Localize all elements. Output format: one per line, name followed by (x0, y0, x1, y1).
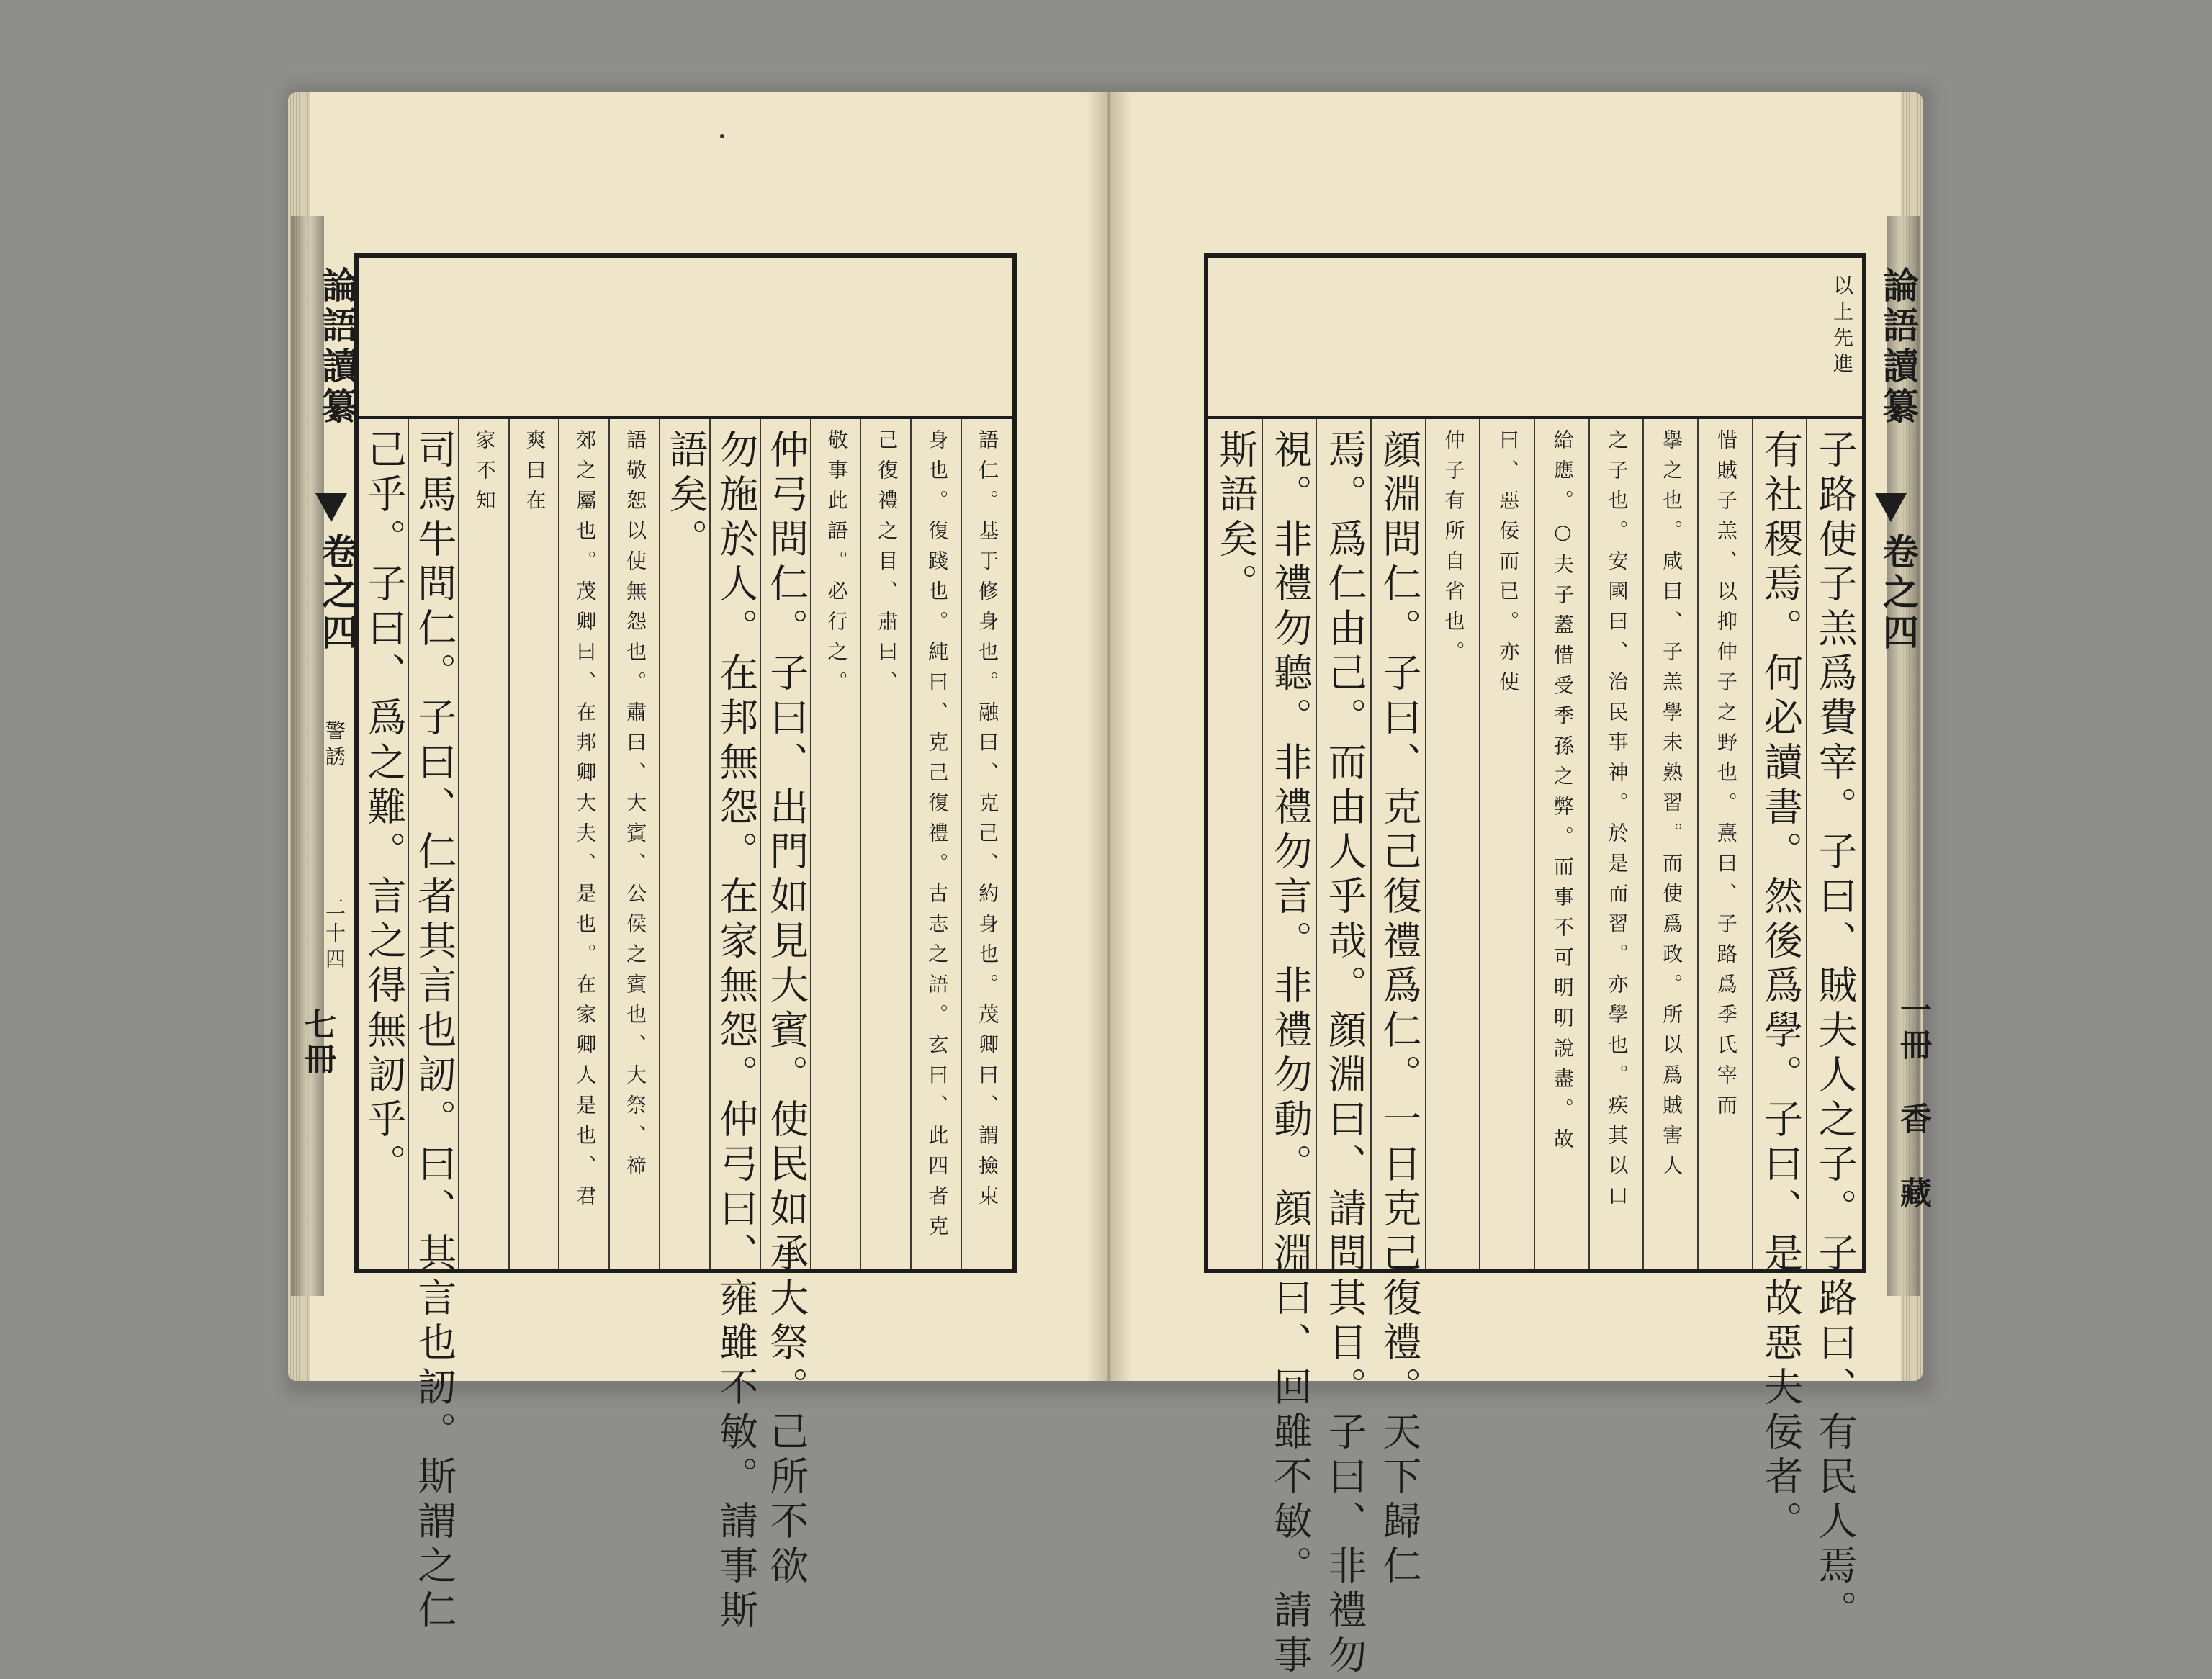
right-column-rule (1262, 419, 1263, 1269)
left-column-rule (810, 419, 811, 1269)
left-column-rule (961, 419, 962, 1269)
left-spine-label: 七冊 (299, 1008, 336, 1077)
right-column: 視。非禮勿聽。非禮勿言。非禮勿動。顔淵曰、回雖不敏。請事 (1267, 429, 1313, 1679)
right-column-rule (1697, 419, 1699, 1269)
right-column-rule (1316, 419, 1317, 1269)
right-column: 有社稷焉。何必讀書。然後爲學。子曰、是故惡夫佞者。 (1758, 429, 1804, 1545)
right-column: 之子也。安國曰、治民事神。於是而習。亦學也。疾其以口 (1605, 429, 1629, 1215)
right-column: 斯語矣。 (1213, 429, 1259, 608)
right-text-body (1208, 419, 1862, 1679)
left-column-rule (608, 419, 610, 1269)
left-text-body (359, 419, 1012, 1634)
left-column: 敬事此語。必行之。 (824, 429, 849, 701)
left-column: 勿施於人。在邦無怨。在家無怨。仲弓曰、雍雖不敏。請事斯 (713, 429, 759, 1634)
left-fish-tail-mark (315, 493, 347, 522)
left-column-rule (458, 419, 459, 1269)
right-spine-label: 一冊 香 藏 (1894, 994, 1931, 1211)
right-column-rule (1370, 419, 1372, 1269)
left-column: 爽曰在 (523, 429, 547, 520)
right-column: 仲子有所自省也。 (1442, 429, 1466, 671)
left-column: 語矣。 (663, 429, 709, 563)
left-column: 語敬恕以使無怨也。肅曰、大賓、公侯之賓也、大祭、禘 (624, 429, 648, 1185)
left-column: 司馬牛問仁。子曰、仁者其言也訒。曰、其言也訒。斯謂之仁 (411, 429, 457, 1634)
right-column: 給應。○夫子蓋惜受季孫之弊。而事不可明明說盡。故 (1550, 429, 1575, 1158)
left-column-rule (910, 419, 912, 1269)
right-column: 惜賊子羔、以抑仲子之野也。熹曰、子路爲季氏宰而 (1714, 429, 1738, 1125)
left-column: 己復禮之目、肅曰、 (875, 429, 899, 701)
right-text-frame (1204, 253, 1866, 1679)
right-column: 擧之也。咸曰、子羔學未熟習。而使爲政。所以爲賊害人 (1660, 429, 1684, 1185)
left-page-number: 二十四 (323, 896, 346, 974)
left-column-rule (760, 419, 761, 1269)
right-column-rule (1425, 419, 1426, 1269)
left-column: 郊之屬也。茂卿曰、在邦卿大夫、是也。在家卿人是也、君 (573, 429, 598, 1215)
page-speck (720, 134, 724, 138)
right-column: 曰、惡佞而已。亦使 (1496, 429, 1521, 701)
left-column-rule (508, 419, 510, 1269)
left-margin-section: 警誘 (323, 720, 346, 772)
left-margin-title: 論語讀纂 (316, 266, 359, 428)
left-column-rule (558, 419, 559, 1269)
right-column-rule (1588, 419, 1590, 1269)
right-column-rule (1642, 419, 1644, 1269)
right-header-note: 以上先進 (1830, 275, 1854, 379)
right-column: 顔淵問仁。子曰、克己復禮爲仁。一日克己復禮。天下歸仁 (1376, 429, 1422, 1590)
right-column-rule (1479, 419, 1480, 1269)
right-fish-tail-mark (1875, 493, 1907, 522)
right-column-rule (1752, 419, 1753, 1269)
left-column-rule (709, 419, 711, 1269)
left-column: 語仁。基于修身也。融曰、克己、約身也。茂卿曰、謂撿束 (976, 429, 1000, 1215)
right-column-rule (1806, 419, 1807, 1269)
left-margin-volume: 卷之四 (316, 533, 359, 654)
left-text-frame (354, 253, 1017, 1634)
book-gutter (1086, 92, 1132, 1381)
left-column: 身也。復踐也。純曰、克己復禮。古志之語。玄曰、此四者克 (925, 429, 950, 1246)
left-column: 家不知 (472, 429, 497, 520)
left-column: 己乎。子曰、爲之難。言之得無訒乎。 (361, 429, 407, 1188)
right-margin-title: 論語讀纂 (1877, 266, 1920, 428)
right-column: 焉。爲仁由己。而由人乎哉。顔淵曰、請問其目。子曰、非禮勿 (1322, 429, 1368, 1679)
left-column: 仲弓問仁。子曰、出門如見大賓。使民如承大祭。己所不欲 (763, 429, 809, 1590)
right-column: 子路使子羔爲費宰。子曰、賊夫人之子。子路曰、有民人焉。 (1812, 429, 1858, 1634)
left-column-rule (860, 419, 861, 1269)
right-margin-volume: 卷之四 (1877, 533, 1920, 654)
right-column-rule (1534, 419, 1535, 1269)
left-column-rule (659, 419, 660, 1269)
left-column-rule (408, 419, 409, 1269)
